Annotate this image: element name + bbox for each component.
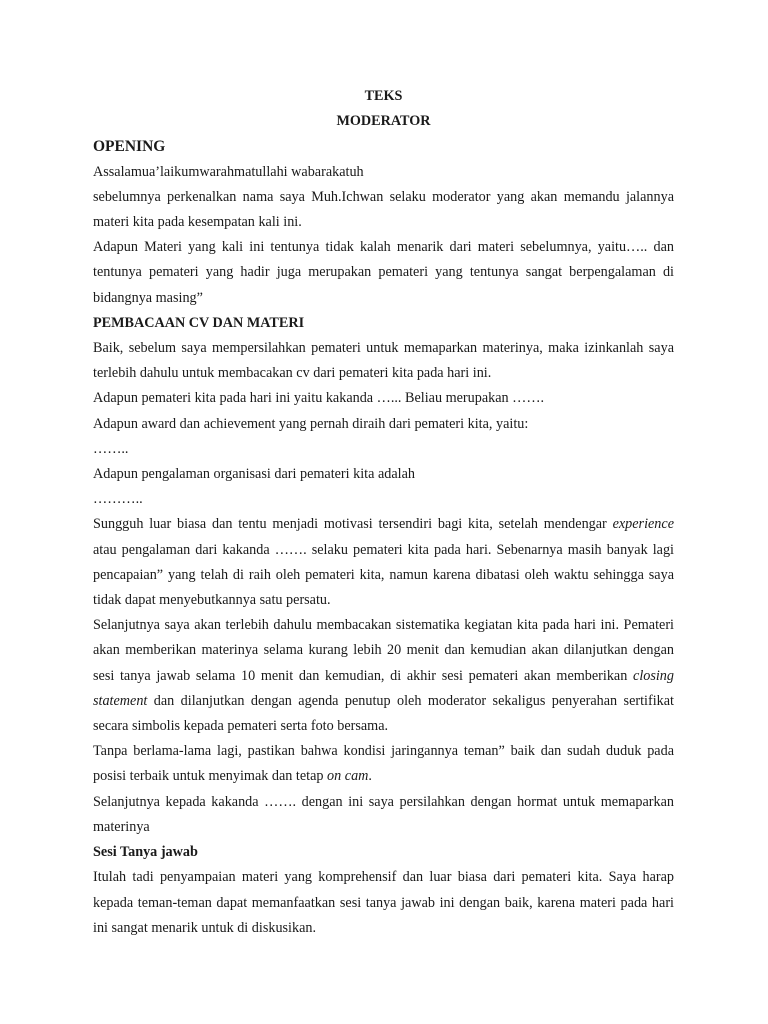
cv-award-dots: …….. (93, 440, 129, 457)
cv-paragraph-6 (93, 613, 674, 739)
qa-paragraph-1: Itulah tadi penyampaian materi yang komprehensif dan luar biasa dari pemateri kita. Saya harap kepada teman-teman dapat memanfaatkan sesi tanya jawab ini dengan baik, karena materi pada hari ini sangat menarik untuk di diskusikan. (93, 869, 674, 936)
cv-p5-text-b: atau pengalaman dari kakanda ……. selaku pemateri kita pada hari. Sebenarnya masih banyak lagi pencapaian” yang telah di raih oleh pemateri kita, namun karena dibatasi oleh waktu sehingga saya tidak dapat menyebutkannya satu persatu. (93, 541, 674, 609)
cv-paragraph-2: Adapun pemateri kita pada hari ini yaitu kakanda …... Beliau merupakan ……. (93, 390, 545, 407)
cv-p5-text-a: Sungguh luar biasa dan tentu menjadi motivasi tersendiri bagi kita, setelah mendengar (93, 516, 613, 533)
cv-paragraph-7 (93, 739, 674, 789)
cv-organisasi-dots: ……….. (93, 491, 143, 508)
opening-intro: sebelumnya perkenalkan nama saya Muh.Ichwan selaku moderator yang akan memandu jalannya materi kita pada kesempatan kali ini. (93, 188, 674, 231)
cv-p7-emphasis: on cam (327, 768, 369, 785)
cv-p7-text-b: . (368, 768, 372, 785)
cv-p6-emphasis: closing statement (93, 667, 674, 709)
heading-opening: OPENING (93, 138, 166, 156)
cv-p6-text-a: Selanjutnya saya akan terlebih dahulu membacakan sistematika kegiatan kita pada hari ini. Pemateri akan memberikan materinya selama kurang lebih 20 menit dan kemudian akan dilanjutkan dengan sesi tanya jawab selama 10 menit dan kemudian, di akhir sesi pemateri akan memberikan (93, 617, 674, 684)
cv-paragraph-5 (93, 512, 674, 613)
heading-sesi-tanya-jawab: Sesi Tanya jawab (93, 844, 198, 861)
cv-p6-text-b: dan dilanjutkan dengan agenda penutup oleh moderator sekaligus penyerahan sertifikat secara simbolis kepada pemateri serta foto bersama. (93, 692, 674, 735)
document-title-teks: TEKS (364, 88, 403, 104)
cv-paragraph-3: Adapun award dan achievement yang pernah diraih dari pemateri kita, yaitu: (93, 415, 529, 432)
cv-paragraph-1: Baik, sebelum saya mempersilahkan pemateri untuk memaparkan materinya, maka izinkanlah saya terlebih dahulu untuk membacakan cv dari pemateri kita pada hari ini. (93, 340, 674, 382)
cv-paragraph-8: Selanjutnya kepada kakanda ……. dengan ini saya persilahkan dengan hormat untuk memaparkan materinya (93, 793, 674, 835)
document-title-moderator: MODERATOR (336, 113, 431, 130)
cv-p5-emphasis: experience (612, 516, 674, 533)
heading-pembacaan-cv: PEMBACAAN CV DAN MATERI (93, 314, 305, 331)
cv-paragraph-4: Adapun pengalaman organisasi dari pemateri kita adalah (93, 466, 415, 483)
opening-greeting: Assalamua’laikumwarahmatullahi wabarakatuh (93, 163, 364, 180)
opening-materi: Adapun Materi yang kali ini tentunya tidak kalah menarik dari materi sebelumnya, yaitu….. dan tentunya pemateri yang hadir juga merupakan pemateri yang tentunya sangat berpengalaman di bidangnya masing” (93, 239, 674, 306)
document-body (93, 84, 674, 941)
cv-p7-text-a: Tanpa berlama-lama lagi, pastikan bahwa kondisi jaringannya teman” baik dan sudah duduk pada posisi terbaik untuk menyimak dan tetap (93, 743, 674, 785)
